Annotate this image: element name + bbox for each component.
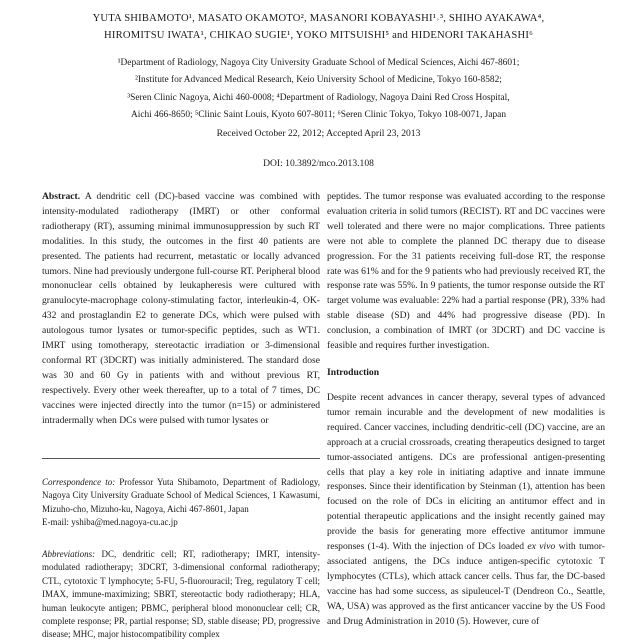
introduction-paragraph bbox=[327, 391, 605, 630]
introduction-text-1: Despite recent advances in cancer therapy, several types of advanced tumor remain incurable and the development of new modalities is required. Cancer vaccines, including dendritic-cell (DC) vaccine, are an approach at a crucial crossroads, creating therapeutics designed to target tumor-associated antigens. DCs are professional antigen-presenting cells that play a key role in initiating adaptive and innate immune responses. Since their identification by Steinman (1), attention has been focused on the role of DCs in eliciting an antitumor effect and in potential therapeutic applications and the insight recently gained may provide the basis for generating more effective antitumor immune responses (1-4). With the injection of DCs loaded bbox=[327, 391, 605, 553]
abbreviations-label: Abbreviations: bbox=[42, 549, 96, 559]
affiliation-line-4: Aichi 466-8650; ⁵Clinic Saint Louis, Kyoto 607-8011; ⁶Seren Clinic Tokyo, Tokyo 108-0071, Japan bbox=[130, 109, 507, 120]
abstract-text-left: A dendritic cell (DC)-based vaccine was combined with intensity-modulated radiotherapy (IMRT) or other conformal radiotherapy (RT), assuming minimal immunosuppression by such RT modalities. In this study, the outcomes in the first 40 patients are presented. The patients had recurrent, metastatic or locally advanced tumors. Nine had previously undergone full-course RT. Peripheral blood mononuclear cells obtained by leukapheresis were cultured with granulocyte-macrophage colony-stimulating factor, interleukin-4, OK-432 and prostaglandin E2 to generate DCs, which were pulsed with autologous tumor lysates or tumor-specific peptides, such as WT1. IMRT using tomotherapy, stereotactic irradiation or 3-dimensional conformal RT (3DCRT) was initially administered. The standard dose was 30 and 60 Gy in patients with and without previous RT, respectively. Every other week thereafter, up to a total of 7 times, DC vaccines were injected directly into the tumor (n=15) or administered intradermally when DCs were pulsed with tumor lysates or bbox=[42, 191, 320, 426]
affiliation-line-3: ³Seren Clinic Nagoya, Aichi 460-0008; ⁴Department of Radiology, Nagoya Daini Red Cross Hospital, bbox=[127, 92, 510, 103]
correspondence-note bbox=[42, 476, 320, 530]
author-list bbox=[0, 10, 637, 44]
abstract-right: peptides. The tumor response was evaluated according to the response evaluation criteria in solid tumors (RECIST). RT and DC vaccines were well tolerated and there were no major complications. Three patients were not able to complete the planned DC therapy due to disease progression. For the 31 patients receiving full-dose RT, the response rate was 61% and for the 9 patients who had previously received RT, the response rate was 55%. In 9 patients, the tumor response outside the RT target volume was evaluable: 22% had a partial response (PR), 33% had stable disease (SD) and 44% had progressive disease (PD). In conclusion, a combination of IMRT (or 3DCRT) and DC vaccine is feasible and requires further investigation. bbox=[327, 191, 605, 352]
introduction-text-2: with tumor-associated antigens, the DCs induce antigen-specific cytotoxic T lymphocytes (CTLs), which attack cancer cells. Thus far, the DC-based vaccine has had some success, as sipuleucel-T (Dendreon Co., Seattle, WA, USA) was approved as the first anticancer vaccine by the US Food and Drug Administration in 2010 (5). However, cure of bbox=[327, 541, 605, 627]
authors-line-1: YUTA SHIBAMOTO¹, MASATO OKAMOTO², MASANORI KOBAYASHI¹˒³, SHIHO AYAKAWA⁴, bbox=[92, 13, 545, 24]
received-accepted-dates: Received October 22, 2012; Accepted April 23, 2013 bbox=[216, 128, 421, 139]
introduction-italic: ex vivo bbox=[527, 541, 556, 553]
abstract-left bbox=[42, 190, 320, 429]
introduction-heading: Introduction bbox=[327, 366, 380, 378]
left-column bbox=[42, 190, 320, 429]
right-column bbox=[327, 190, 605, 629]
abstract-heading: Abstract. bbox=[42, 191, 81, 202]
affiliations bbox=[0, 55, 637, 124]
affiliation-line-1: ¹Department of Radiology, Nagoya City University Graduate School of Medical Sciences, Aichi 467-8601; bbox=[117, 58, 520, 68]
abbreviations-text: DC, dendritic cell; RT, radiotherapy; IMRT, intensity-modulated radiotherapy; 3DCRT, 3-dimensional conformal radiotherapy; CTL, cytotoxic T lymphocyte; 5-FU, 5-fluorouracil; Treg, regulatory T cell; IMAX, immune-maximizing; SBRT, stereotactic body radiotherapy; HLA, human leukocyte antigen; PBMC, peripheral blood mononuclear cell; CR, complete response; PR, partial response; SD, stable disease; PD, progressive disease; MHC, major histocompatibility complex bbox=[42, 549, 320, 640]
doi-link[interactable]: DOI: 10.3892/mco.2013.108 bbox=[263, 158, 374, 169]
correspondence-label: Correspondence to: bbox=[42, 477, 116, 487]
footnote-divider bbox=[42, 458, 320, 459]
authors-line-2: HIROMITSU IWATA¹, CHIKAO SUGIE¹, YOKO MITSUISHI⁵ and HIDENORI TAKAHASHI⁶ bbox=[104, 30, 533, 41]
abbreviations-note bbox=[42, 548, 320, 642]
correspondence-email[interactable]: E-mail: yshiba@med.nagoya-cu.ac.jp bbox=[42, 517, 178, 528]
correspondence-text: Professor Yuta Shibamoto, Department of Radiology, Nagoya City University Graduate School of Medical Sciences, 1 Kawasumi, Mizuho-cho, Mizuho-ku, Nagoya, Aichi 467-8601, Japan bbox=[42, 477, 320, 514]
affiliation-line-2: ²Institute for Advanced Medical Research, Keio University School of Medicine, Tokyo 160-8582; bbox=[135, 75, 502, 86]
